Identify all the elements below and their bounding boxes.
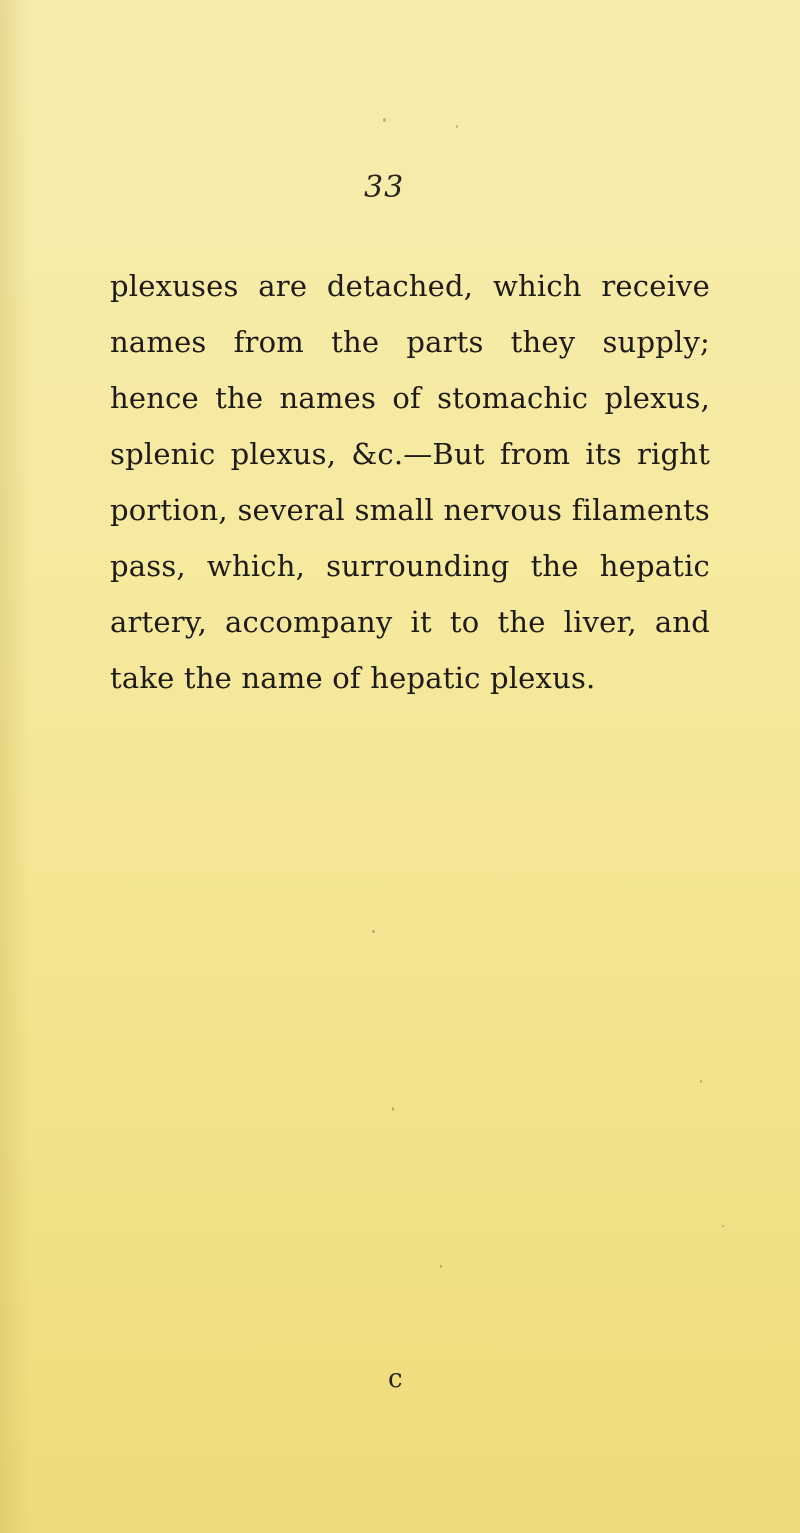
text-line: names from the parts they supply; [110, 325, 710, 359]
text-line: take the name of hepatic plexus. [110, 661, 596, 695]
paper-speck [392, 1107, 394, 1111]
text-line: pass, which, surrounding the hepatic [110, 549, 710, 583]
gutter-shadow [0, 0, 30, 1533]
text-line: splenic plexus, &c.—But from its right [110, 437, 710, 471]
text-line: plexuses are detached, which receive [110, 269, 710, 303]
paper-speck [700, 1080, 702, 1083]
paper-speck [372, 930, 375, 933]
paper-speck [722, 1225, 724, 1227]
paper-speck [440, 1265, 442, 1268]
text-line: hence the names of stomachic plexus, [110, 381, 710, 415]
body-paragraph [110, 258, 710, 706]
page-number: 33 [364, 170, 405, 205]
signature-mark: c [388, 1364, 403, 1394]
text-line: portion, several small nervous filaments [110, 493, 710, 527]
paper-speck [383, 118, 386, 122]
text-line: artery, accompany it to the liver, and [110, 605, 710, 639]
paper-speck [456, 125, 458, 128]
